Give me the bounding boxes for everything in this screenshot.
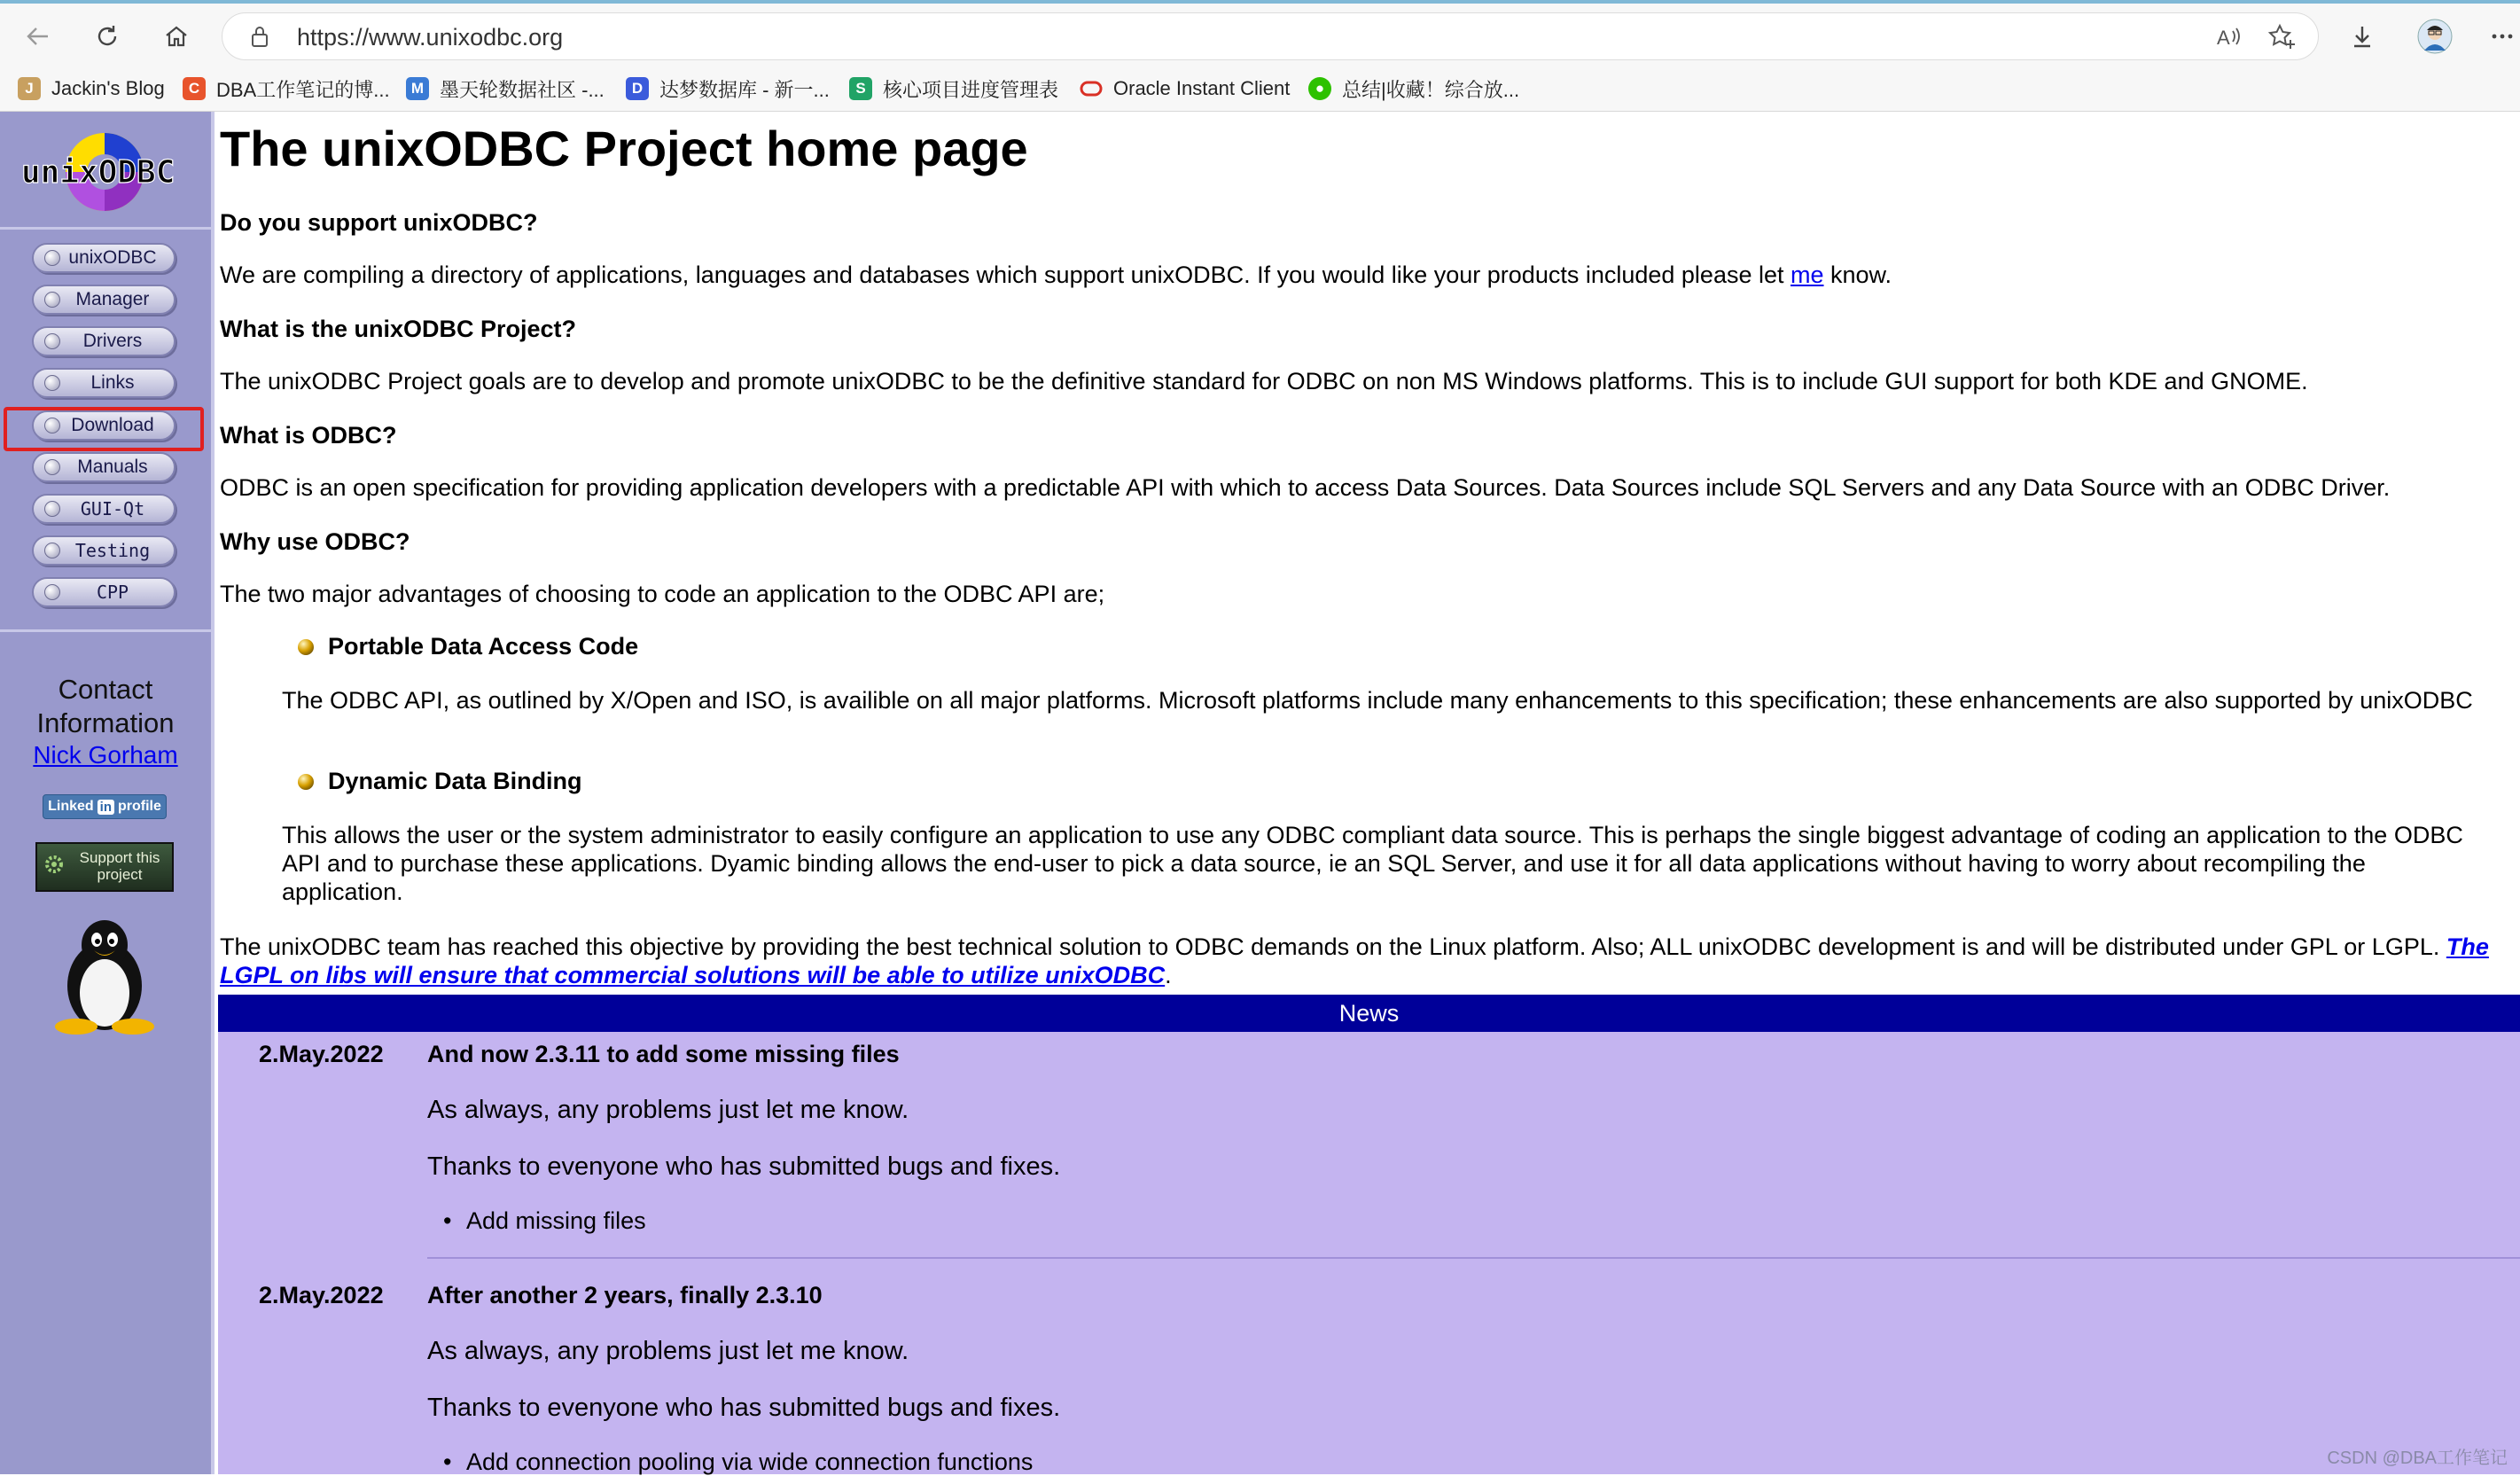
- news-header: News: [218, 995, 2520, 1032]
- blog-icon: J: [18, 77, 41, 100]
- gear-icon: [43, 853, 66, 876]
- svg-text:A: A: [2217, 27, 2230, 49]
- bullet-ball-icon: [298, 774, 314, 790]
- contact-heading-2: Information: [36, 707, 175, 738]
- refresh-button[interactable]: [87, 16, 128, 57]
- home-icon: [163, 23, 190, 50]
- bookmark-item[interactable]: D 达梦数据库 - 新一...: [626, 73, 830, 105]
- bookmark-item[interactable]: M 墨天轮数据社区 -...: [406, 73, 605, 105]
- home-button[interactable]: [156, 16, 197, 57]
- sidebar-item-download[interactable]: Download: [32, 410, 176, 441]
- modb-icon: M: [406, 77, 429, 100]
- back-arrow-icon: [25, 23, 51, 50]
- contact-heading: Contact: [58, 674, 153, 705]
- radio-dot-icon: [44, 375, 60, 391]
- news-date: 2.May.2022: [259, 1041, 384, 1067]
- news-list-item: • Add connection pooling via wide connection functions: [466, 1449, 1033, 1476]
- profile-button[interactable]: [2415, 16, 2455, 57]
- radio-dot-icon: [44, 501, 60, 517]
- bookmark-item[interactable]: S 核心项目进度管理表: [849, 73, 1058, 105]
- advantage-text: The ODBC API, as outlined by X/Open and ISO, is availible on all major platforms. Microsoft platforms include many enhancements to this specification; these enhancements are also supported by unixODBC: [282, 687, 2473, 714]
- news-text: As always, any problems just let me know.: [427, 1337, 909, 1365]
- support-project-badge[interactable]: Support this project: [35, 842, 174, 892]
- bookmark-item[interactable]: J Jackin's Blog: [18, 73, 165, 105]
- lgpl-link[interactable]: The LGPL on libs will ensure that commercial solutions will be able to utilize unixODBC: [220, 933, 2489, 988]
- page-title: The unixODBC Project home page: [220, 121, 1028, 176]
- sidebar-item-manager[interactable]: Manager: [32, 285, 176, 315]
- read-aloud-icon[interactable]: [2215, 24, 2242, 55]
- download-highlight-box: [4, 407, 204, 451]
- bookmark-item[interactable]: Oracle Instant Client: [1080, 73, 1290, 105]
- news-title: And now 2.3.11 to add some missing files: [427, 1041, 900, 1067]
- download-icon: [2349, 23, 2376, 50]
- question-heading: Do you support unixODBC?: [220, 209, 538, 236]
- logo-text: unixODBC: [21, 154, 176, 191]
- news-section: [218, 1032, 2520, 1474]
- question-heading: What is the unixODBC Project?: [220, 316, 577, 342]
- url-text[interactable]: https://www.unixodbc.org: [297, 24, 564, 51]
- contact-name-link[interactable]: Nick Gorham: [33, 741, 178, 769]
- site-sidebar: [0, 112, 215, 1474]
- sidebar-divider: [0, 227, 215, 230]
- paragraph: ODBC is an open specification for providing application developers with a predictable API with which to access Data Sources. Data Sources include SQL Servers and any Data Source with an ODBC Driver.: [220, 474, 2391, 501]
- back-button[interactable]: [18, 16, 59, 57]
- sidebar-item-testing[interactable]: Testing: [32, 535, 176, 566]
- unixodbc-logo[interactable]: [20, 124, 197, 216]
- radio-dot-icon: [44, 250, 60, 266]
- paragraph: The unixODBC Project goals are to develop and promote unixODBC to be the definitive standard for ODBC on non MS Windows platforms. This is to include GUI support for both KDE and GNOME.: [220, 368, 2308, 394]
- add-favorite-icon[interactable]: [2266, 22, 2297, 57]
- linkedin-profile-badge[interactable]: Linked in profile: [43, 794, 167, 819]
- main-content: [218, 112, 2520, 1474]
- paragraph: The two major advantages of choosing to code an application to the ODBC API are;: [220, 581, 1105, 607]
- radio-dot-icon: [44, 584, 60, 600]
- more-menu-button[interactable]: [2482, 16, 2520, 57]
- sheet-icon: S: [849, 77, 872, 100]
- news-date: 2.May.2022: [259, 1282, 384, 1308]
- news-title: After another 2 years, finally 2.3.10: [427, 1282, 823, 1308]
- paragraph: The unixODBC team has reached this objective by providing the best technical solution to ODBC demands on the Linux platform. Also; ALL unixODBC development is and will be distributed under GPL or LGPL. The LGPL on libs will ensure that commercial solutions will be able to utilize unixODBC.: [220, 933, 2489, 988]
- radio-dot-icon: [44, 333, 60, 349]
- avatar: [2417, 19, 2453, 54]
- bookmark-item[interactable]: C DBA工作笔记的博...: [183, 73, 390, 105]
- contact-me-link[interactable]: me: [1791, 262, 1824, 288]
- advantage-text: This allows the user or the system administrator to easily configure an application to use any ODBC compliant data source. This is perhaps the single biggest advantage of coding an application to the ODBC API and to purchase these applications. Dyamic binding allows the end-user to pick a data source, ie an SQL Server, and use it for all data applications without having to worry about recompiling the application.: [282, 822, 2463, 905]
- question-heading: What is ODBC?: [220, 422, 397, 449]
- lock-icon: [249, 24, 270, 53]
- oracle-icon: [1080, 77, 1103, 100]
- wechat-icon: ●: [1308, 77, 1331, 100]
- sidebar-item-cpp[interactable]: CPP: [32, 577, 176, 607]
- bullet-ball-icon: [298, 639, 314, 655]
- news-divider: [427, 1257, 2520, 1259]
- address-bar[interactable]: [222, 12, 2319, 60]
- csdn-icon: C: [183, 77, 206, 100]
- csdn-watermark: CSDN @DBA工作笔记: [2327, 1449, 2508, 1468]
- advantage-heading: Dynamic Data Binding: [298, 768, 582, 795]
- browser-toolbar: [0, 0, 2520, 66]
- news-text: Thanks to evenyone who has submitted bugs and fixes.: [427, 1394, 1061, 1422]
- refresh-icon: [94, 23, 121, 50]
- news-text: Thanks to evenyone who has submitted bugs and fixes.: [427, 1152, 1061, 1181]
- paragraph: We are compiling a directory of applications, languages and databases which support unixODBC. If you would like your products included please let me know.: [220, 262, 1892, 288]
- sidebar-item-manuals[interactable]: Manuals: [32, 452, 176, 482]
- dameng-icon: D: [626, 77, 649, 100]
- sidebar-item-links[interactable]: Links: [32, 368, 176, 398]
- bookmarks-bar: [0, 66, 2520, 112]
- news-text: As always, any problems just let me know.: [427, 1096, 909, 1124]
- radio-dot-icon: [44, 459, 60, 475]
- sidebar-item-drivers[interactable]: Drivers: [32, 326, 176, 356]
- ellipsis-icon: [2489, 23, 2516, 50]
- question-heading: Why use ODBC?: [220, 528, 410, 555]
- tux-penguin-icon: [51, 915, 158, 1035]
- sidebar-item-unixodbc[interactable]: unixODBC: [32, 243, 176, 273]
- downloads-button[interactable]: [2342, 16, 2383, 57]
- sidebar-divider: [0, 629, 215, 632]
- advantage-heading: Portable Data Access Code: [298, 633, 638, 660]
- radio-dot-icon: [44, 292, 60, 308]
- sidebar-item-gui-qt[interactable]: GUI-Qt: [32, 494, 176, 524]
- bookmark-item[interactable]: ● 总结|收藏！综合放...: [1308, 73, 1519, 105]
- news-list-item: • Add missing files: [466, 1207, 646, 1235]
- radio-dot-icon: [44, 543, 60, 558]
